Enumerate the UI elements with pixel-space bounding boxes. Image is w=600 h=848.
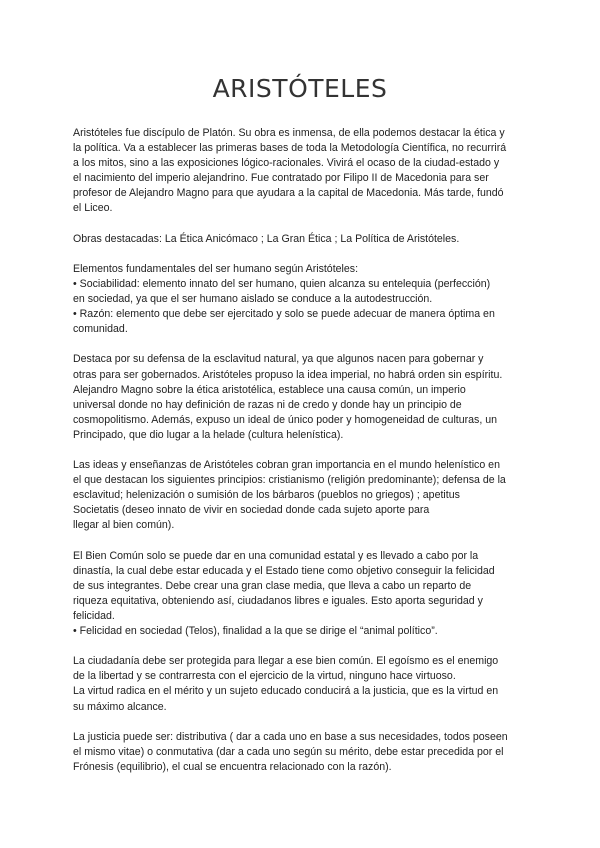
- paragraph: [73, 262, 533, 337]
- text-line: Alejandro Magno sobre la ética aristotélica, establece una causa común, un imperio: [73, 383, 466, 396]
- text-line: Frónesis (equilibrio), el cual se encuentra relacionado con la razón).: [73, 760, 392, 773]
- text-line: • Felicidad en sociedad (Telos), finalidad a la que se dirige el “animal político”.: [73, 625, 438, 638]
- text-line: otras para ser gobernados. Aristóteles propuso la idea imperial, no habrá orden sin espíritu.: [73, 368, 503, 381]
- text-line: su máximo alcance.: [73, 700, 167, 713]
- text-line: comunidad.: [73, 323, 128, 336]
- text-line: de la libertad y se contrarresta con el ejercicio de la virtud, ninguno hace virtuoso.: [73, 670, 456, 683]
- text-line: Obras destacadas: La Ética Anicómaco ; La Gran Ética ; La Política de Aristóteles.: [73, 232, 460, 245]
- text-line: • Razón: elemento que debe ser ejercitado y solo se puede adecuar de manera óptima en: [73, 308, 495, 321]
- text-line: el mismo vitae) o conmutativa (dar a cada uno según su mérito, debe estar precedida por el: [73, 745, 504, 758]
- text-line: • Sociabilidad: elemento innato del ser humano, quien alcanza su entelequia (perfección): [73, 277, 491, 290]
- text-line: La justicia puede ser: distributiva ( dar a cada uno en base a sus necesidades, todos poseen: [73, 730, 508, 743]
- paragraph: [73, 730, 533, 775]
- text-line: el Liceo.: [73, 202, 113, 215]
- text-line: de sus integrantes. Debe crear una gran clase media, que lleva a cabo un reparto de: [73, 579, 472, 592]
- text-line: llegar al bien común).: [73, 519, 175, 532]
- text-line: El Bien Común solo se puede dar en una comunidad estatal y es llevado a cabo por la: [73, 549, 479, 562]
- text-line: Destaca por su defensa de la esclavitud natural, ya que algunos nacen para gobernar y: [73, 353, 484, 366]
- text-line: en sociedad, ya que el ser humano aislado se conduce a la autodestrucción.: [73, 293, 433, 306]
- paragraph: [73, 232, 533, 247]
- text-line: el que destacan los siguientes principios: cristianismo (religión predominante); defensa de la: [73, 474, 506, 487]
- text-line: riqueza equitativa, obteniendo así, ciudadanos libres e iguales. Esto aporta seguridad y: [73, 594, 483, 607]
- paragraph: [73, 352, 533, 443]
- text-line: esclavitud; helenización o sumisión de los bárbaros (pueblos no griegos) ; apetitus: [73, 489, 460, 502]
- text-line: Las ideas y enseñanzas de Aristóteles cobran gran importancia en el mundo helenístico en: [73, 459, 500, 472]
- text-line: La virtud radica en el mérito y un sujeto educado conducirá a la justicia, que es la virtud en: [73, 685, 499, 698]
- paragraph: [73, 549, 533, 640]
- text-line: universal donde no hay definición de razas ni de credo y donde hay un principio de: [73, 398, 462, 411]
- text-line: profesor de Alejandro Magno para que ayudara a la capital de Macedonia. Más tarde, fundó: [73, 187, 504, 200]
- text-line: Aristóteles fue discípulo de Platón. Su obra es inmensa, de ella podemos destacar la ética y: [73, 127, 505, 139]
- text-line: dinastía, la cual debe estar educada y el Estado tiene como objetivo conseguir la felicidad: [73, 564, 495, 577]
- text-line: felicidad.: [73, 610, 115, 622]
- paragraph: [73, 126, 533, 217]
- text-line: a los mitos, sino a las exposiciones lógico-racionales. Vivirá el ocaso de la ciudad-estado y: [73, 157, 500, 170]
- paragraph: [73, 654, 533, 714]
- text-line: cosmopolitismo. Además, expuso un ideal de único poder y homogeneidad de culturas, un: [73, 413, 498, 426]
- text-line: Elementos fundamentales del ser humano según Aristóteles:: [73, 262, 359, 275]
- document-body: [73, 126, 533, 790]
- text-line: Societatis (deseo innato de vivir en sociedad donde cada sujeto aporte para: [73, 504, 430, 517]
- text-line: la política. Va a establecer las primeras bases de toda la Metodología Científica, no recurrirá: [73, 142, 507, 155]
- text-line: La ciudadanía debe ser protegida para llegar a ese bien común. El egoísmo es el enemigo: [73, 655, 499, 668]
- text-line: el nacimiento del imperio alejandrino. Fue contratado por Filipo II de Macedonia para ser: [73, 172, 489, 185]
- paragraph: [73, 458, 533, 533]
- text-line: Principado, que dio lugar a la helade (cultura helenística).: [73, 428, 344, 441]
- page-title: ARISTÓTELES: [212, 74, 388, 103]
